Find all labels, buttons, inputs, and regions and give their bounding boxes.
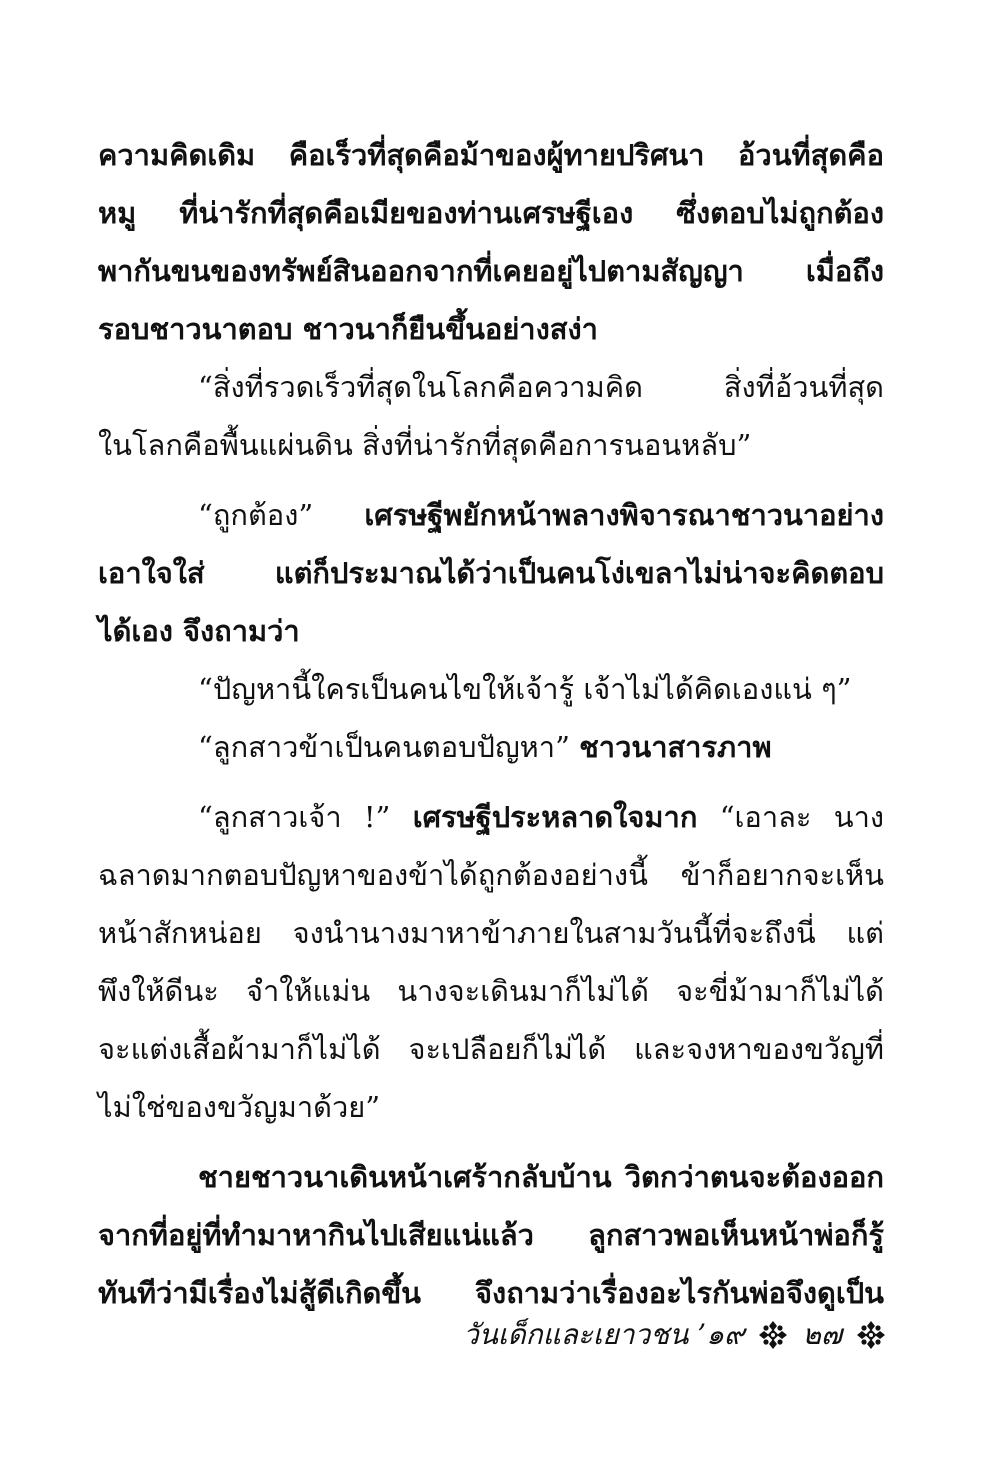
page-number: ๒๗ bbox=[802, 1318, 842, 1351]
paragraph-3-line-3: ได้เอง จึงถามว่า bbox=[98, 614, 300, 648]
page-footer bbox=[420, 1312, 886, 1358]
paragraph-6-line-3: หน้าสักหน่อย จงนำนางมาหาข้าภายในสามวันนี้ที่จะถึงนี่ แต่ bbox=[98, 916, 884, 950]
paragraph-6-line-6: ไม่ใช่ของขวัญมาด้วย” bbox=[98, 1090, 381, 1124]
paragraph-6-line-5: จะแต่งเสื้อผ้ามาก็ไม่ได้ จะเปลือยก็ไม่ได้ และจงหาของขวัญที่ bbox=[98, 1032, 884, 1066]
paragraph-gap bbox=[98, 474, 884, 486]
paragraph-7-line-1: ชายชาวนาเดินหน้าเศร้ากลับบ้าน วิตกว่าตนจะต้องออก bbox=[198, 1160, 884, 1194]
paragraph-4-line-1: “ปัญหานี้ใครเป็นคนไขให้เจ้ารู้ เจ้าไม่ได้คิดเองแน่ ๆ” bbox=[198, 672, 852, 706]
paragraph-7-line-2: จากที่อยู่ที่ทำมาหากินไปเสียแน่แล้ว ลูกสาวพอเห็นหน้าพ่อก็รู้ bbox=[98, 1218, 884, 1252]
narration-text: เศรษฐีพยักหน้าพลางพิจารณาชาวนาอย่าง bbox=[364, 498, 884, 532]
paragraph-6-line-4: พึงให้ดีนะ จำให้แม่น นางจะเดินมาก็ไม่ได้ จะขี่ม้ามาก็ไม่ได้ bbox=[98, 974, 884, 1008]
paragraph-6-line-1 bbox=[98, 788, 884, 846]
paragraph-gap bbox=[98, 1136, 884, 1148]
footer-title: วันเด็กและเยาวชน ’๑๙ bbox=[463, 1318, 745, 1351]
paragraph-6-line-2: ฉลาดมากตอบปัญหาของข้าได้ถูกต้องอย่างนี้ ข้าก็อยากจะเห็น bbox=[98, 858, 884, 892]
paragraph-1-line-2: หมู ที่น่ารักที่สุดคือเมียของท่านเศรษฐีเอง ซึ่งตอบไม่ถูกต้อง bbox=[98, 196, 884, 230]
paragraph-3-line-2: เอาใจใส่ แต่ก็ประมาณได้ว่าเป็นคนโง่เขลาไม่น่าจะคิดตอบ bbox=[98, 556, 884, 590]
paragraph-5-line-1 bbox=[98, 718, 884, 776]
dialogue-quote-well: “เอาละ นาง bbox=[719, 800, 885, 834]
dialogue-quote-your-daughter: “ลูกสาวเจ้า !” bbox=[198, 800, 391, 834]
dialogue-quote-daughter: “ลูกสาวข้าเป็นคนตอบปัญหา” bbox=[198, 730, 570, 764]
paragraph-7-line-3: ทันทีว่ามีเรื่องไม่สู้ดีเกิดขึ้น จึงถามว่าเรื่องอะไรกันพ่อจึงดูเป็น bbox=[98, 1276, 884, 1310]
narration-text: เศรษฐีประหลาดใจมาก bbox=[412, 800, 698, 834]
paragraph-2-line-1: “สิ่งที่รวดเร็วที่สุดในโลกคือความคิด สิ่งที่อ้วนที่สุด bbox=[198, 370, 884, 404]
diamond-flower-ornament-icon bbox=[758, 1320, 788, 1350]
paragraph-gap bbox=[98, 776, 884, 788]
dialogue-quote-correct: “ถูกต้อง” bbox=[198, 498, 314, 532]
paragraph-2-line-2: ในโลกคือพื้นแผ่นดิน สิ่งที่น่ารักที่สุดคือการนอนหลับ” bbox=[98, 428, 752, 462]
page-body bbox=[98, 126, 884, 1322]
narration-text: ชาวนาสารภาพ bbox=[579, 730, 772, 764]
paragraph-1-line-1: ความคิดเดิม คือเร็วที่สุดคือม้าของผู้ทายปริศนา อ้วนที่สุดคือ bbox=[98, 138, 884, 172]
paragraph-1-line-4: รอบชาวนาตอบ ชาวนาก็ยืนขึ้นอย่างสง่า bbox=[98, 312, 598, 346]
paragraph-1-line-3: พากันขนของทรัพย์สินออกจากที่เคยอยู่ไปตามสัญญา เมื่อถึง bbox=[98, 254, 884, 288]
diamond-flower-ornament-icon bbox=[856, 1320, 886, 1350]
paragraph-3-line-1 bbox=[98, 486, 884, 544]
